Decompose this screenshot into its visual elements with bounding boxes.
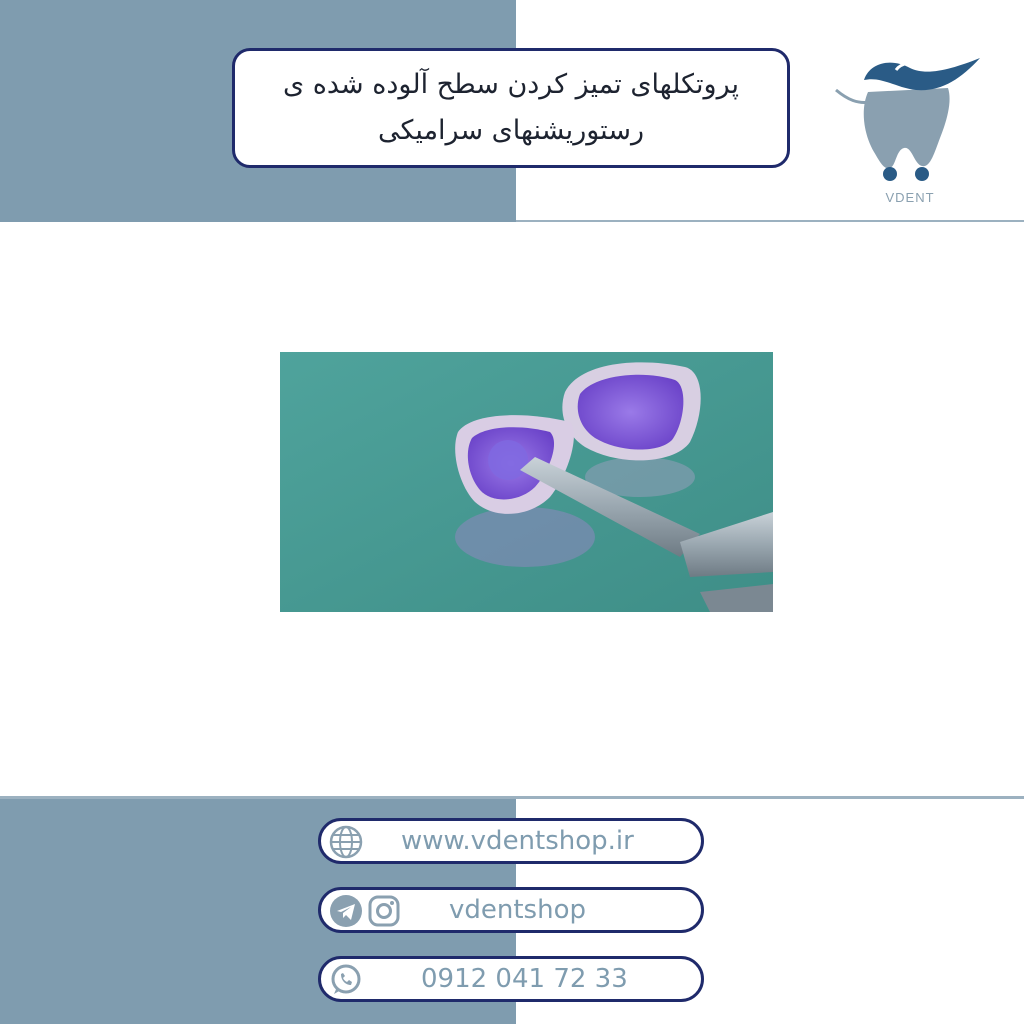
social-handle[interactable]: vdentshop — [449, 895, 586, 925]
phone-number[interactable]: 0912 041 72 33 — [421, 964, 628, 994]
vdent-logo — [830, 40, 990, 215]
whatsapp-icon — [329, 963, 363, 1001]
globe-icon — [329, 825, 363, 863]
title-line-2: رستوریشنهای سرامیکی — [378, 115, 644, 146]
website-link[interactable]: www.vdentshop.ir — [401, 826, 634, 856]
photo-illustration — [280, 352, 773, 612]
logo-text: VDENT — [885, 190, 935, 205]
header-divider — [516, 220, 1024, 222]
website-pill[interactable] — [318, 818, 704, 864]
social-pill[interactable] — [318, 887, 704, 933]
tooth-logo-icon — [830, 40, 990, 190]
title-box — [232, 48, 790, 168]
telegram-icon — [329, 894, 363, 932]
phone-pill[interactable] — [318, 956, 704, 1002]
instagram-icon — [367, 894, 401, 932]
title-line-1: پروتکلهای تمیز کردن سطح آلوده شده ی — [283, 69, 740, 100]
ceramic-restoration-photo — [280, 352, 773, 612]
